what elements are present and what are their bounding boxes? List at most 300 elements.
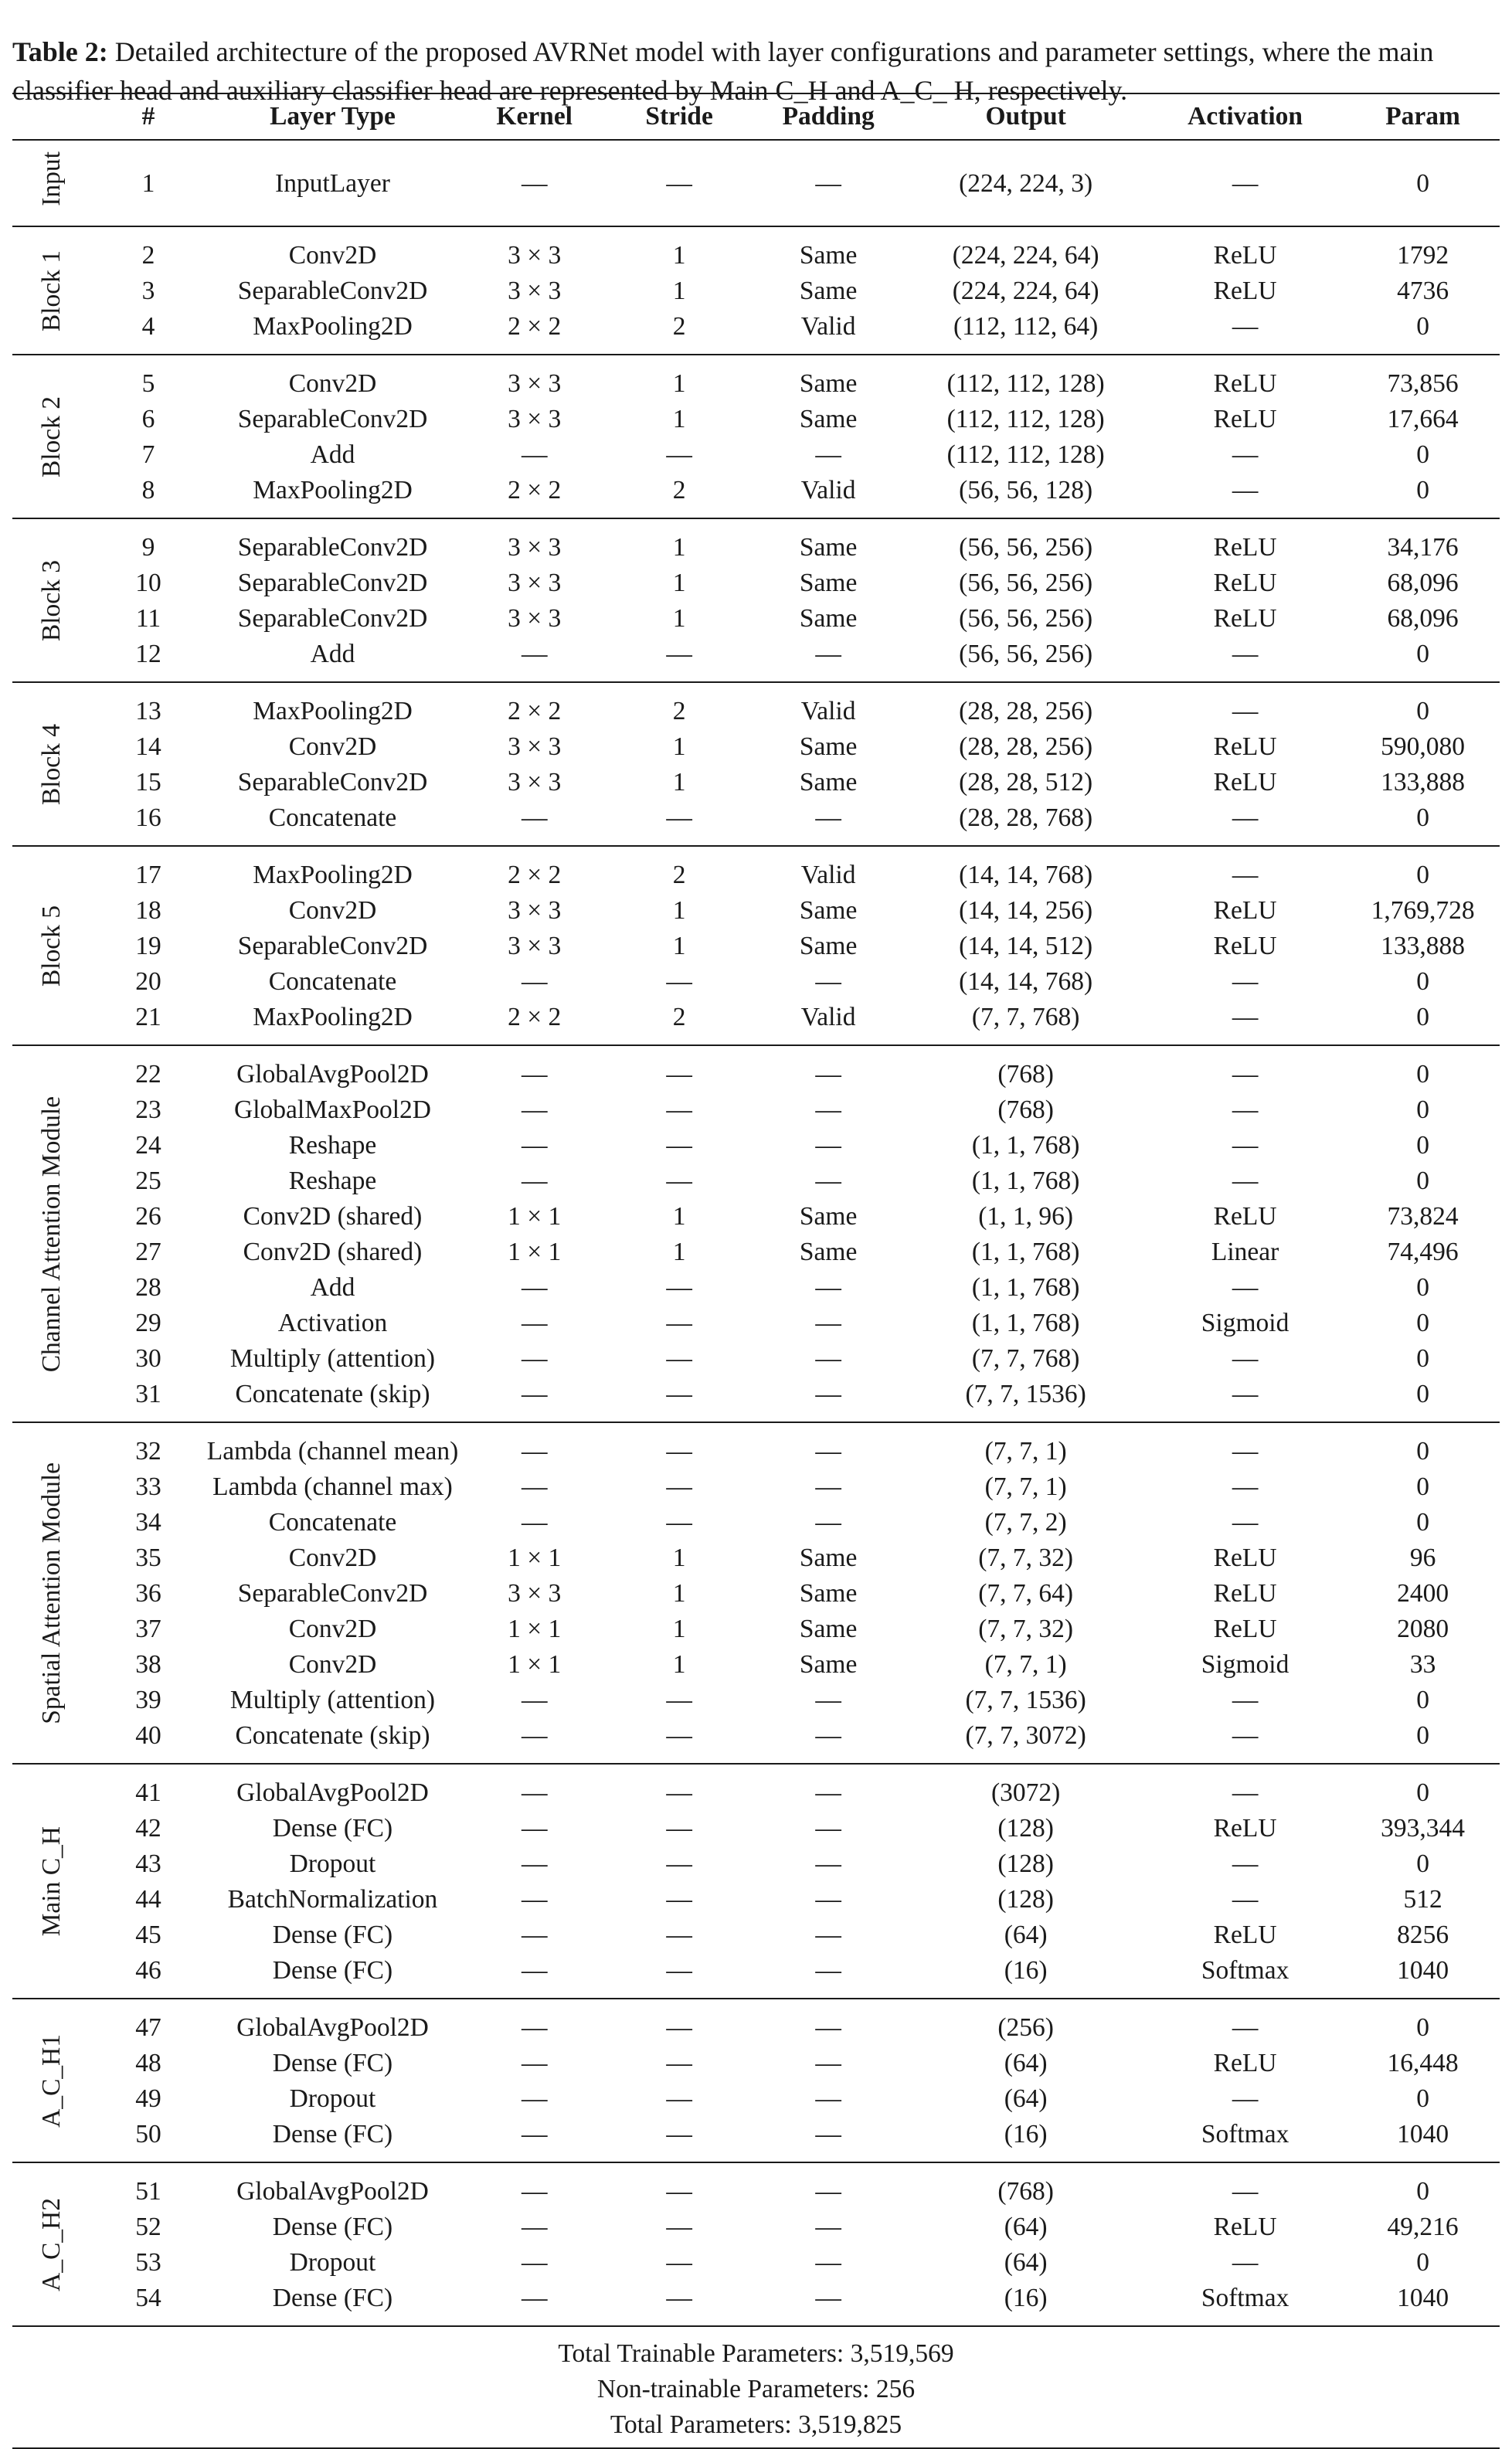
- activation-cell: —: [1232, 2247, 1259, 2277]
- output-shape-cell: (28, 28, 768): [959, 803, 1093, 832]
- table-row: [12, 765, 1500, 800]
- stride-cell: —: [609, 1045, 749, 1092]
- block-label: Block 3: [37, 559, 66, 641]
- kernel-cell: 3 × 3: [460, 226, 609, 273]
- kernel-cell: 1 × 1: [508, 1614, 562, 1643]
- block-label-cell: [12, 2162, 91, 2326]
- param-count-cell: 590,080: [1381, 732, 1466, 761]
- activation-cell: —: [1144, 846, 1346, 893]
- activation-cell: —: [1232, 1685, 1259, 1714]
- output-shape-cell: (112, 112, 128): [946, 404, 1105, 433]
- table-row: [12, 1764, 1500, 1811]
- output-shape-cell: (224, 224, 64): [952, 276, 1099, 305]
- table-row: [12, 1163, 1500, 1199]
- stride-cell: 1: [672, 895, 686, 925]
- param-count-cell: 1040: [1397, 2119, 1449, 2148]
- kernel-cell: —: [521, 1130, 548, 1160]
- table-row: [12, 1128, 1500, 1163]
- block-label-cell: [12, 1045, 91, 1422]
- layer-type-cell: Concatenate: [268, 966, 397, 996]
- param-count-cell: 0: [1346, 2162, 1500, 2210]
- kernel-cell: —: [521, 1849, 548, 1878]
- layer-index-cell: 7: [141, 440, 155, 469]
- output-shape-cell: (28, 28, 256): [907, 682, 1144, 729]
- layer-index-cell: 35: [135, 1543, 161, 1572]
- output-shape-cell: (7, 7, 2): [984, 1507, 1067, 1537]
- layer-type-cell: Dense (FC): [272, 2283, 393, 2312]
- table-block: [12, 140, 1500, 226]
- param-count-cell: 0: [1416, 475, 1429, 504]
- table-block: [12, 1422, 1500, 1764]
- layer-index-cell: 46: [135, 1955, 161, 1985]
- output-shape-cell: (16): [1004, 1955, 1048, 1985]
- padding-cell: —: [815, 1308, 841, 1337]
- totals-row: [12, 2372, 1500, 2407]
- padding-cell: Same: [799, 276, 858, 305]
- layer-type-cell: Dropout: [289, 1849, 376, 1878]
- param-count-cell: 0: [1346, 846, 1500, 893]
- layer-type-cell: Conv2D: [206, 355, 460, 402]
- stride-cell: —: [666, 1130, 692, 1160]
- layer-index-cell: 19: [135, 931, 161, 960]
- layer-type-cell: Dense (FC): [272, 1813, 393, 1843]
- activation-cell: —: [1232, 1343, 1259, 1373]
- stride-cell: —: [666, 1813, 692, 1843]
- block-label-cell: [12, 682, 91, 846]
- stride-cell: 1: [672, 1578, 686, 1608]
- kernel-cell: 1 × 1: [508, 1201, 562, 1231]
- kernel-cell: —: [521, 639, 548, 668]
- output-shape-cell: (128): [997, 1849, 1054, 1878]
- layer-type-cell: Dense (FC): [272, 2119, 393, 2148]
- kernel-cell: —: [460, 1999, 609, 2046]
- layer-type-cell: SeparableConv2D: [237, 931, 428, 960]
- block-label-cell: [12, 1999, 91, 2162]
- layer-index-cell: 15: [135, 767, 161, 797]
- stride-cell: —: [666, 168, 692, 198]
- activation-cell: ReLU: [1213, 603, 1277, 633]
- block-label-cell: [12, 1764, 91, 1999]
- table-block: [12, 1045, 1500, 1422]
- kernel-cell: 3 × 3: [508, 1578, 562, 1608]
- param-count-cell: 17,664: [1387, 404, 1459, 433]
- stride-cell: 1: [672, 404, 686, 433]
- output-shape-cell: (1, 1, 768): [971, 1272, 1080, 1302]
- table-block: [12, 2162, 1500, 2326]
- layer-type-cell: MaxPooling2D: [206, 846, 460, 893]
- param-count-cell: 0: [1416, 1379, 1429, 1408]
- layer-index-cell: 2: [91, 226, 206, 273]
- table-row: [12, 402, 1500, 437]
- stride-cell: —: [666, 1920, 692, 1949]
- padding-cell: —: [815, 1472, 841, 1501]
- block-label-cell: [12, 518, 91, 682]
- kernel-cell: —: [521, 1166, 548, 1195]
- stride-cell: —: [666, 2048, 692, 2077]
- padding-cell: Same: [799, 404, 858, 433]
- kernel-cell: 3 × 3: [460, 355, 609, 402]
- kernel-cell: —: [521, 1343, 548, 1373]
- stride-cell: 1: [672, 1201, 686, 1231]
- padding-cell: —: [815, 168, 841, 198]
- table-row: [12, 1683, 1500, 1718]
- layer-index-cell: 4: [141, 311, 155, 341]
- activation-cell: Linear: [1211, 1237, 1279, 1266]
- output-shape-cell: (64): [1004, 2212, 1048, 2241]
- kernel-cell: —: [521, 2119, 548, 2148]
- param-count-cell: 0: [1416, 2247, 1429, 2277]
- stride-cell: 1: [672, 1237, 686, 1266]
- architecture-table: [12, 93, 1500, 2449]
- layer-type-cell: Multiply (attention): [229, 1343, 436, 1373]
- kernel-cell: —: [521, 1379, 548, 1408]
- param-count-cell: 0: [1416, 1166, 1429, 1195]
- table-block: [12, 682, 1500, 846]
- table-row: [12, 1092, 1500, 1128]
- activation-cell: —: [1232, 1166, 1259, 1195]
- param-count-cell: 33: [1409, 1649, 1436, 1679]
- column-header: Stride: [609, 93, 749, 140]
- padding-cell: Same: [799, 1578, 858, 1608]
- output-shape-cell: (112, 112, 128): [946, 440, 1105, 469]
- param-count-cell: 68,096: [1387, 603, 1459, 633]
- layer-index-cell: 54: [135, 2283, 161, 2312]
- param-count-cell: 133,888: [1381, 931, 1466, 960]
- kernel-cell: —: [521, 1095, 548, 1124]
- layer-type-cell: SeparableConv2D: [237, 767, 428, 797]
- block-label-cell: [12, 355, 91, 518]
- layer-index-cell: 32: [91, 1422, 206, 1469]
- layer-index-cell: 51: [91, 2162, 206, 2210]
- layer-index-cell: 17: [91, 846, 206, 893]
- padding-cell: —: [815, 1343, 841, 1373]
- padding-cell: —: [815, 1095, 841, 1124]
- padding-cell: —: [815, 440, 841, 469]
- layer-type-cell: Conv2D (shared): [243, 1237, 423, 1266]
- param-count-cell: 512: [1403, 1884, 1442, 1914]
- activation-cell: ReLU: [1213, 404, 1277, 433]
- activation-cell: —: [1144, 1764, 1346, 1811]
- padding-cell: —: [815, 1849, 841, 1878]
- layer-index-cell: 24: [135, 1130, 161, 1160]
- output-shape-cell: (64): [1004, 1920, 1048, 1949]
- kernel-cell: —: [521, 1813, 548, 1843]
- layer-type-cell: SeparableConv2D: [237, 568, 428, 597]
- layer-type-cell: Add: [310, 639, 355, 668]
- column-header: Layer Type: [206, 93, 460, 140]
- stride-cell: 1: [609, 355, 749, 402]
- param-count-cell: 2400: [1397, 1578, 1449, 1608]
- layer-type-cell: Conv2D: [288, 895, 377, 925]
- output-shape-cell: (112, 112, 64): [953, 311, 1099, 341]
- output-shape-cell: (56, 56, 256): [907, 518, 1144, 566]
- layer-type-cell: Dropout: [289, 2084, 376, 2113]
- output-shape-cell: (128): [997, 1813, 1054, 1843]
- kernel-cell: 1 × 1: [508, 1649, 562, 1679]
- kernel-cell: —: [521, 2283, 548, 2312]
- layer-index-cell: 8: [141, 475, 155, 504]
- padding-cell: Same: [799, 767, 858, 797]
- table-row: [12, 1576, 1500, 1612]
- block-label: Spatial Attention Module: [37, 1462, 66, 1724]
- activation-cell: ReLU: [1213, 895, 1277, 925]
- kernel-cell: 3 × 3: [508, 568, 562, 597]
- table-row: [12, 1422, 1500, 1469]
- layer-type-cell: Conv2D (shared): [243, 1201, 423, 1231]
- output-shape-cell: (1, 1, 768): [971, 1130, 1080, 1160]
- kernel-cell: —: [521, 966, 548, 996]
- activation-cell: —: [1232, 1095, 1259, 1124]
- activation-cell: —: [1144, 2162, 1346, 2210]
- stride-cell: —: [666, 1720, 692, 1750]
- kernel-cell: —: [521, 1884, 548, 1914]
- kernel-cell: —: [460, 1422, 609, 1469]
- block-label: Main C_H: [37, 1826, 66, 1937]
- param-count-cell: 0: [1416, 1002, 1429, 1031]
- layer-index-cell: 5: [91, 355, 206, 402]
- table-row: [12, 929, 1500, 964]
- layer-type-cell: Conv2D: [288, 1649, 377, 1679]
- param-count-cell: 0: [1416, 1507, 1429, 1537]
- totals-text: Non-trainable Parameters: 256: [596, 2374, 916, 2403]
- activation-cell: ReLU: [1213, 1578, 1277, 1608]
- stride-cell: —: [666, 1955, 692, 1985]
- stride-cell: —: [666, 1308, 692, 1337]
- stride-cell: —: [609, 1422, 749, 1469]
- kernel-cell: —: [521, 2247, 548, 2277]
- table-row: [12, 2162, 1500, 2210]
- output-shape-cell: (64): [1004, 2247, 1048, 2277]
- table-row: [12, 1306, 1500, 1341]
- param-count-cell: 0: [1346, 1764, 1500, 1811]
- stride-cell: 2: [609, 682, 749, 729]
- output-shape-cell: (7, 7, 1536): [965, 1379, 1086, 1408]
- activation-cell: —: [1232, 1884, 1259, 1914]
- kernel-cell: —: [521, 1272, 548, 1302]
- param-count-cell: 0: [1416, 1308, 1429, 1337]
- layer-index-cell: 14: [135, 732, 161, 761]
- layer-type-cell: SeparableConv2D: [237, 603, 428, 633]
- table-block: [12, 846, 1500, 1045]
- layer-type-cell: BatchNormalization: [227, 1884, 438, 1914]
- block-label: Block 1: [37, 250, 66, 331]
- table-row: [12, 729, 1500, 765]
- layer-index-cell: 44: [135, 1884, 161, 1914]
- layer-index-cell: 33: [135, 1472, 161, 1501]
- output-shape-cell: (14, 14, 768): [907, 846, 1144, 893]
- layer-index-cell: 6: [141, 404, 155, 433]
- layer-index-cell: 9: [91, 518, 206, 566]
- padding-cell: —: [815, 2283, 841, 2312]
- table-row: [12, 309, 1500, 355]
- block-label: A_C_H1: [37, 2033, 66, 2128]
- table-row: [12, 1999, 1500, 2046]
- table-row: [12, 682, 1500, 729]
- table-row: [12, 637, 1500, 682]
- activation-cell: Softmax: [1201, 2283, 1289, 2312]
- padding-cell: —: [815, 639, 841, 668]
- layer-index-cell: 18: [135, 895, 161, 925]
- table-row: [12, 1882, 1500, 1917]
- activation-cell: Softmax: [1201, 2119, 1289, 2148]
- param-count-cell: 73,824: [1387, 1201, 1459, 1231]
- layer-type-cell: SeparableConv2D: [206, 518, 460, 566]
- kernel-cell: —: [460, 1764, 609, 1811]
- kernel-cell: —: [521, 1955, 548, 1985]
- stride-cell: —: [666, 440, 692, 469]
- table-block: [12, 226, 1500, 355]
- layer-type-cell: MaxPooling2D: [253, 475, 413, 504]
- totals-text: Total Parameters: 3,519,825: [12, 2407, 1500, 2448]
- totals-text: Total Trainable Parameters: 3,519,569: [12, 2326, 1500, 2372]
- stride-cell: 2: [672, 311, 686, 341]
- kernel-cell: 2 × 2: [460, 846, 609, 893]
- stride-cell: 1: [672, 1649, 686, 1679]
- output-shape-cell: (64): [1004, 2048, 1048, 2077]
- stride-cell: —: [609, 1764, 749, 1811]
- output-shape-cell: (768): [907, 1045, 1144, 1092]
- activation-cell: —: [1232, 803, 1259, 832]
- stride-cell: —: [666, 1272, 692, 1302]
- param-count-cell: 0: [1416, 1272, 1429, 1302]
- layer-type-cell: GlobalMaxPool2D: [234, 1095, 431, 1124]
- layer-type-cell: Conv2D: [288, 1614, 377, 1643]
- stride-cell: —: [666, 966, 692, 996]
- padding-cell: —: [815, 1920, 841, 1949]
- param-count-cell: 0: [1416, 803, 1429, 832]
- totals-row: [12, 2326, 1500, 2372]
- table-row: [12, 1811, 1500, 1846]
- stride-cell: —: [666, 1166, 692, 1195]
- layer-index-cell: 34: [135, 1507, 161, 1537]
- table-row: [12, 2081, 1500, 2117]
- layer-type-cell: GlobalAvgPool2D: [206, 2162, 460, 2210]
- output-shape-cell: (768): [907, 2162, 1144, 2210]
- param-count-cell: 8256: [1397, 1920, 1449, 1949]
- block-label-cell: [12, 1422, 91, 1764]
- table-row: [12, 437, 1500, 473]
- output-shape-cell: (128): [997, 1884, 1054, 1914]
- stride-cell: —: [666, 2247, 692, 2277]
- activation-cell: —: [1232, 966, 1259, 996]
- activation-cell: —: [1232, 1379, 1259, 1408]
- table-row: [12, 1469, 1500, 1505]
- activation-cell: —: [1144, 1999, 1346, 2046]
- padding-cell: —: [815, 966, 841, 996]
- layer-type-cell: Dense (FC): [272, 2048, 393, 2077]
- stride-cell: —: [666, 2119, 692, 2148]
- layer-type-cell: GlobalAvgPool2D: [206, 1999, 460, 2046]
- table-row: [12, 2046, 1500, 2081]
- kernel-cell: 2 × 2: [508, 311, 562, 341]
- kernel-cell: 3 × 3: [460, 518, 609, 566]
- kernel-cell: —: [521, 803, 548, 832]
- activation-cell: —: [1144, 682, 1346, 729]
- header-row: [12, 93, 1500, 140]
- param-count-cell: 0: [1416, 1095, 1429, 1124]
- padding-cell: —: [815, 1272, 841, 1302]
- stride-cell: —: [666, 1379, 692, 1408]
- output-shape-cell: (224, 224, 64): [907, 226, 1144, 273]
- padding-cell: —: [749, 1764, 907, 1811]
- table-row: [12, 846, 1500, 893]
- layer-index-cell: 39: [135, 1685, 161, 1714]
- layer-index-cell: 11: [135, 603, 161, 633]
- table-row: [12, 1846, 1500, 1882]
- stride-cell: 1: [672, 931, 686, 960]
- kernel-cell: 2 × 2: [508, 1002, 562, 1031]
- activation-cell: —: [1232, 475, 1259, 504]
- padding-cell: —: [815, 1884, 841, 1914]
- table-row: [12, 1377, 1500, 1422]
- param-count-cell: 74,496: [1387, 1237, 1459, 1266]
- table-block: [12, 1999, 1500, 2162]
- layer-index-cell: 52: [135, 2212, 161, 2241]
- layer-type-cell: Dense (FC): [272, 1955, 393, 1985]
- table-row: [12, 1718, 1500, 1764]
- output-shape-cell: (224, 224, 3): [959, 168, 1093, 198]
- padding-cell: Same: [799, 895, 858, 925]
- table-row: [12, 601, 1500, 637]
- activation-cell: ReLU: [1213, 2212, 1277, 2241]
- layer-type-cell: Lambda (channel max): [212, 1472, 453, 1501]
- activation-cell: ReLU: [1213, 276, 1277, 305]
- layer-index-cell: 41: [91, 1764, 206, 1811]
- layer-index-cell: 47: [91, 1999, 206, 2046]
- padding-cell: —: [815, 2212, 841, 2241]
- layer-type-cell: SeparableConv2D: [237, 276, 428, 305]
- column-header: Output: [907, 93, 1144, 140]
- padding-cell: —: [815, 2247, 841, 2277]
- output-shape-cell: (7, 7, 1): [984, 1472, 1067, 1501]
- activation-cell: —: [1232, 1130, 1259, 1160]
- output-shape-cell: (1, 1, 768): [971, 1308, 1080, 1337]
- param-count-cell: 73,856: [1346, 355, 1500, 402]
- padding-cell: Same: [799, 1543, 858, 1572]
- kernel-cell: —: [460, 2162, 609, 2210]
- layer-type-cell: GlobalAvgPool2D: [206, 1764, 460, 1811]
- activation-cell: —: [1232, 1720, 1259, 1750]
- param-count-cell: 0: [1416, 639, 1429, 668]
- output-shape-cell: (7, 7, 64): [978, 1578, 1074, 1608]
- activation-cell: ReLU: [1213, 1543, 1277, 1572]
- activation-cell: —: [1232, 168, 1259, 198]
- layer-index-cell: 40: [135, 1720, 161, 1750]
- activation-cell: Softmax: [1201, 1955, 1289, 1985]
- param-count-cell: 0: [1346, 1422, 1500, 1469]
- stride-cell: —: [666, 1685, 692, 1714]
- stride-cell: —: [666, 1343, 692, 1373]
- param-count-cell: 1040: [1397, 1955, 1449, 1985]
- stride-cell: 1: [672, 767, 686, 797]
- activation-cell: —: [1232, 311, 1259, 341]
- layer-type-cell: MaxPooling2D: [253, 1002, 413, 1031]
- padding-cell: Valid: [800, 475, 856, 504]
- activation-cell: —: [1144, 1422, 1346, 1469]
- kernel-cell: —: [521, 1685, 548, 1714]
- layer-index-cell: 29: [135, 1308, 161, 1337]
- output-shape-cell: (3072): [907, 1764, 1144, 1811]
- table-row: [12, 473, 1500, 518]
- padding-cell: Same: [799, 1649, 858, 1679]
- kernel-cell: —: [521, 1720, 548, 1750]
- padding-cell: —: [815, 2119, 841, 2148]
- output-shape-cell: (56, 56, 256): [959, 639, 1093, 668]
- table-row: [12, 1199, 1500, 1235]
- table-row: [12, 355, 1500, 402]
- activation-cell: ReLU: [1144, 518, 1346, 566]
- stride-cell: —: [666, 2212, 692, 2241]
